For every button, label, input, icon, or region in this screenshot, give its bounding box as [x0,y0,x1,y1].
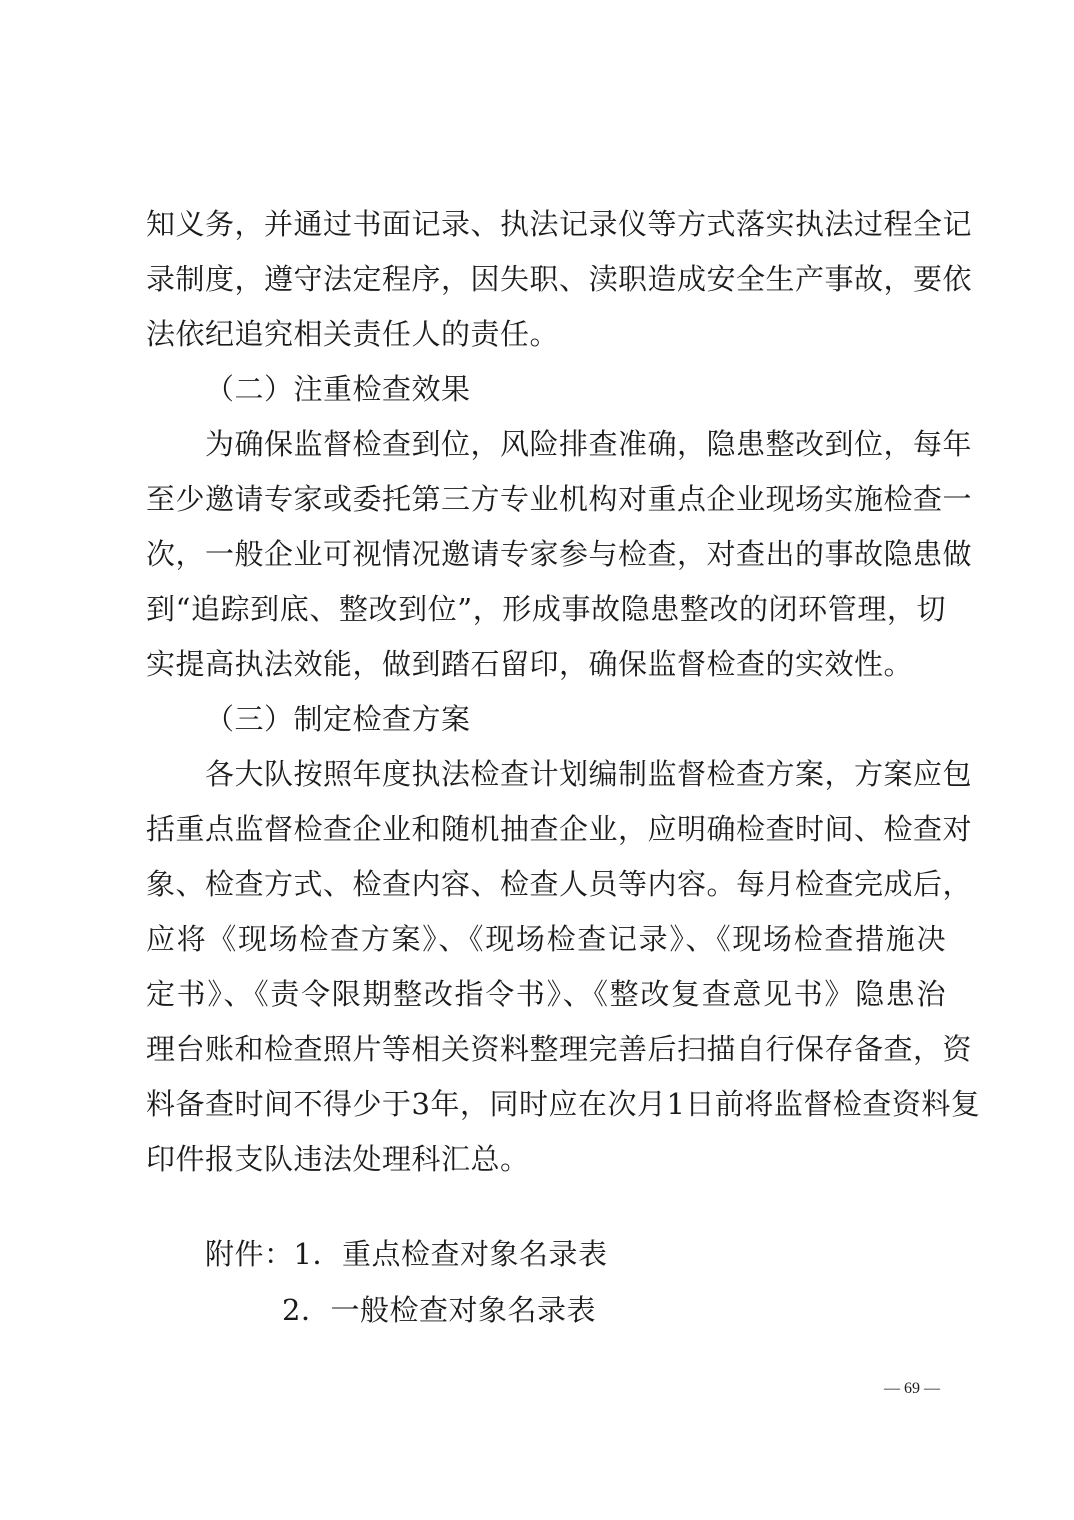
page-number: — 69 — [884,1380,940,1397]
body-text-line: 法依纪追究相关责任人的责任。 [146,317,560,351]
body-text-line: 为确保监督检查到位，风险排查准确，隐患整改到位，每年 [205,427,973,461]
section-heading: （二）注重检查效果 [205,372,471,406]
body-text-line: 应将《现场检查方案》、《现场检查记录》、《现场检查措施决 [146,922,946,956]
body-text-line: 定书》、《责令限期整改指令书》、《整改复查意见书》隐患治 [146,977,946,1011]
body-text-line: 料备查时间不得少于3年，同时应在次月1日前将监督检查资料复 [146,1087,981,1121]
body-text-line: 至少邀请专家或委托第三方专业机构对重点企业现场实施检查一 [146,482,973,516]
body-text-line: 次，一般企业可视情况邀请专家参与检查，对查出的事故隐患做 [146,537,973,571]
section-heading: （三）制定检查方案 [205,702,471,736]
body-text-line: 括重点监督检查企业和随机抽查企业，应明确检查时间、检查对 [146,812,973,846]
body-text-line: 象、检查方式、检查内容、检查人员等内容。每月检查完成后， [146,867,973,901]
body-text-line: 各大队按照年度执法检查计划编制监督检查方案，方案应包 [205,757,973,791]
body-text-line: 到“追踪到底、整改到位”，形成事故隐患整改的闭环管理，切 [146,592,946,626]
body-text-line: 实提高执法效能，做到踏石留印，确保监督检查的实效性。 [146,647,914,681]
body-text-line: 知义务，并通过书面记录、执法记录仪等方式落实执法过程全记 [146,207,973,241]
body-text-line: 理台账和检查照片等相关资料整理完善后扫描自行保存备查，资 [146,1032,973,1066]
attachment-item: 2．一般检查对象名录表 [282,1293,596,1327]
body-text-line: 录制度，遵守法定程序，因失职、渎职造成安全生产事故，要依 [146,262,973,296]
attachment-item: 附件：1．重点检查对象名录表 [205,1237,608,1271]
body-text-line: 印件报支队违法处理科汇总。 [146,1142,530,1176]
